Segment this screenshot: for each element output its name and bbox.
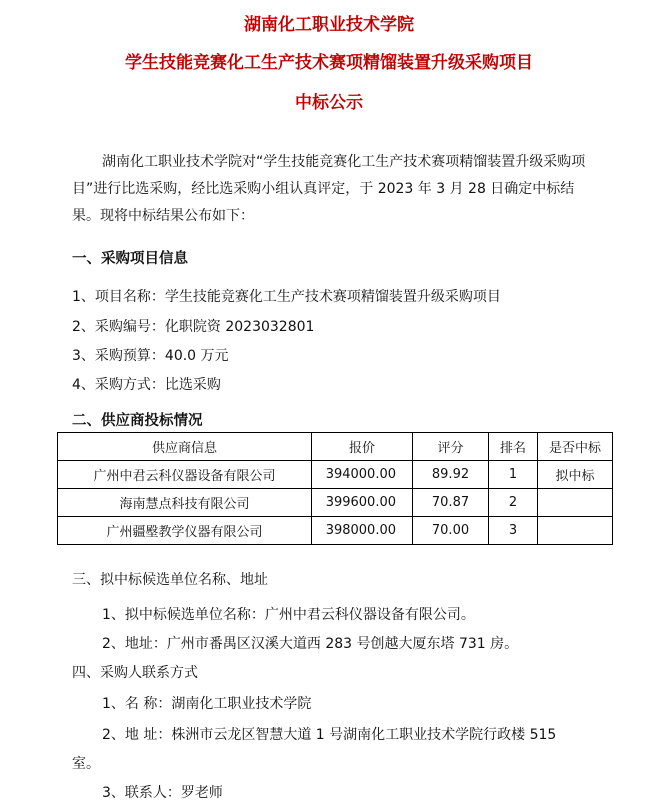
project-title: 学生技能竞赛化工生产技术赛项精馏装置升级采购项目 (125, 53, 533, 73)
price-cell: 394000.00 (312, 461, 413, 489)
buyer-name-item: 1、名 称：湖南化工职业技术学院 (102, 696, 312, 712)
project-name-item: 1、项目名称：学生技能竞赛化工生产技术赛项精馏装置升级采购项目 (72, 289, 501, 305)
price-cell: 399600.00 (312, 489, 413, 517)
won-cell (538, 517, 613, 545)
bid-table (57, 432, 613, 545)
score-cell: 89.92 (413, 461, 489, 489)
table-row (58, 489, 613, 517)
project-code-item: 2、采购编号：化职院资 2023032801 (72, 319, 315, 335)
score-cell: 70.00 (413, 517, 489, 545)
supplier-cell: 广州疆壂教学仪器有限公司 (58, 517, 312, 545)
method-item: 4、采购方式：比选采购 (72, 377, 221, 393)
intro-paragraph: 湖南化工职业技术学院对“学生技能竞赛化工生产技术赛项精馏装置升级采购项目”进行比选采购，经比选采购小组认真评定，于 2023 年 3 月 28 日确定中标结果。现将中标结果公布如下： (72, 154, 586, 224)
rank-cell: 2 (489, 489, 538, 517)
school-title: 湖南化工职业技术学院 (244, 15, 414, 35)
buyer-contact-item: 3、联系人：罗老师 (102, 785, 223, 801)
col-rank: 排名 (489, 433, 538, 461)
section4-title: 四、采购人联系方式 (72, 665, 198, 681)
col-won: 是否中标 (538, 433, 613, 461)
rank-cell: 3 (489, 517, 538, 545)
section3-title: 三、拟中标候选单位名称、地址 (72, 572, 268, 588)
buyer-address-continued: 室。 (72, 756, 100, 772)
table-row (58, 461, 613, 489)
col-price: 报价 (312, 433, 413, 461)
candidate-address-item: 2、地址：广州市番禺区汉溪大道西 283 号创越大厦东塔 731 房。 (102, 636, 519, 652)
table-row (58, 517, 613, 545)
won-cell (538, 489, 613, 517)
table-header-row (58, 433, 613, 461)
section1-title: 一、采购项目信息 (72, 251, 188, 267)
won-cell: 拟中标 (538, 461, 613, 489)
price-cell: 398000.00 (312, 517, 413, 545)
section2-title: 二、供应商投标情况 (72, 413, 203, 429)
supplier-cell: 广州中君云科仪器设备有限公司 (58, 461, 312, 489)
buyer-address-item: 2、地 址：株洲市云龙区智慧大道 1 号湖南化工职业技术学院行政楼 515 (102, 727, 557, 743)
col-supplier: 供应商信息 (58, 433, 312, 461)
score-cell: 70.87 (413, 489, 489, 517)
notice-title: 中标公示 (295, 93, 363, 113)
budget-item: 3、采购预算：40.0 万元 (72, 348, 229, 364)
col-score: 评分 (413, 433, 489, 461)
supplier-cell: 海南慧点科技有限公司 (58, 489, 312, 517)
candidate-name-item: 1、拟中标候选单位名称：广州中君云科仪器设备有限公司。 (102, 607, 475, 623)
rank-cell: 1 (489, 461, 538, 489)
